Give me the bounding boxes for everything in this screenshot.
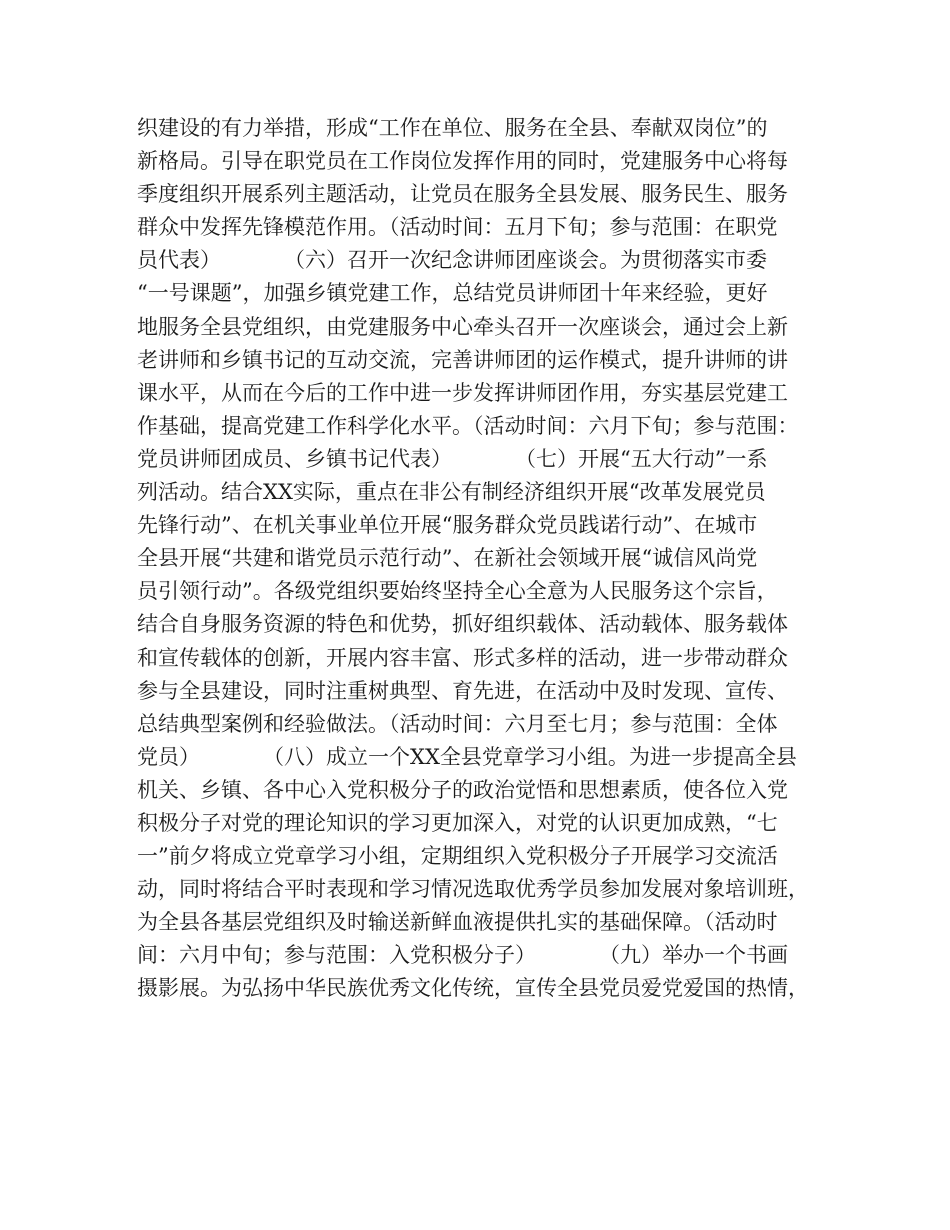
text-line: 摄影展。为弘扬中华民族优秀文化传统，宣传全县党员爱党爱国的热情， (137, 976, 809, 1001)
text-line: 为全县各基层党组织及时输送新鲜血液提供扎实的基础保障。（活动时 (137, 910, 778, 935)
text-line: 一”前夕将成立党章学习小组，定期组织入党积极分子开展学习交流活 (137, 844, 778, 869)
text-line: 织建设的有力举措，形成“工作在单位、服务在全县、奉献双岗位”的 (137, 116, 768, 140)
text-line: 群众中发挥先锋模范作用。（活动时间：五月下旬；参与范围：在职党 (137, 215, 778, 240)
text-line: 党员） （八）成立一个XX全县党章学习小组。为进一步提高全县 (137, 744, 797, 769)
text-line: 季度组织开展系列主题活动，让党员在服务全县发展、服务民生、服务 (137, 182, 788, 207)
text-line: 党员讲师团成员、乡镇书记代表） （七）开展“五大行动”一系 (137, 446, 768, 471)
text-line: 老讲师和乡镇书记的互动交流，完善讲师团的运作模式，提升讲师的讲 (137, 347, 788, 372)
text-line: 结合自身服务资源的特色和优势，抓好组织载体、活动载体、服务载体 (137, 612, 788, 637)
text-line: 全县开展“共建和谐党员示范行动”、在新社会领域开展“诚信风尚党 (137, 546, 758, 571)
text-line: “一号课题”，加强乡镇党建工作，总结党员讲师团十年来经验，更好 (137, 281, 768, 306)
text-line: 员引领行动”。各级党组织要始终坚持全心全意为人民服务这个宗旨， (137, 579, 778, 604)
text-line: 机关、乡镇、各中心入党积极分子的政治觉悟和思想素质，使各位入党 (137, 777, 788, 802)
text-line: 动，同时将结合平时表现和学习情况选取优秀学员参加发展对象培训班， (137, 877, 809, 902)
text-line: 间：六月中旬；参与范围：入党积极分子） （九）举办一个书画 (137, 943, 788, 968)
text-line: 列活动。结合XX实际，重点在非公有制经济组织开展“改革发展党员 (137, 480, 766, 505)
text-line: 新格局。引导在职党员在工作岗位发挥作用的同时，党建服务中心将每 (137, 149, 788, 174)
text-line: 总结典型案例和经验做法。（活动时间：六月至七月；参与范围：全体 (137, 711, 778, 736)
text-line: 参与全县建设，同时注重树典型、育先进，在活动中及时发现、宣传、 (137, 678, 788, 703)
text-line: 课水平，从而在今后的工作中进一步发挥讲师团作用，夯实基层党建工 (137, 380, 788, 405)
text-line: 先锋行动”、在机关事业单位开展“服务群众党员践诺行动”、在城市 (137, 513, 758, 538)
document-body-text (137, 112, 827, 1006)
text-line: 员代表） （六）召开一次纪念讲师团座谈会。为贯彻落实市委 (137, 248, 767, 273)
text-line: 地服务全县党组织，由党建服务中心牵头召开一次座谈会，通过会上新 (137, 314, 788, 339)
text-line: 积极分子对党的理论知识的学习更加深入，对党的认识更加成熟，“七 (137, 810, 778, 835)
text-line: 作基础，提高党建工作科学化水平。（活动时间：六月下旬；参与范围： (137, 413, 799, 438)
text-line: 和宣传载体的创新，开展内容丰富、形式多样的活动，进一步带动群众 (137, 645, 788, 670)
